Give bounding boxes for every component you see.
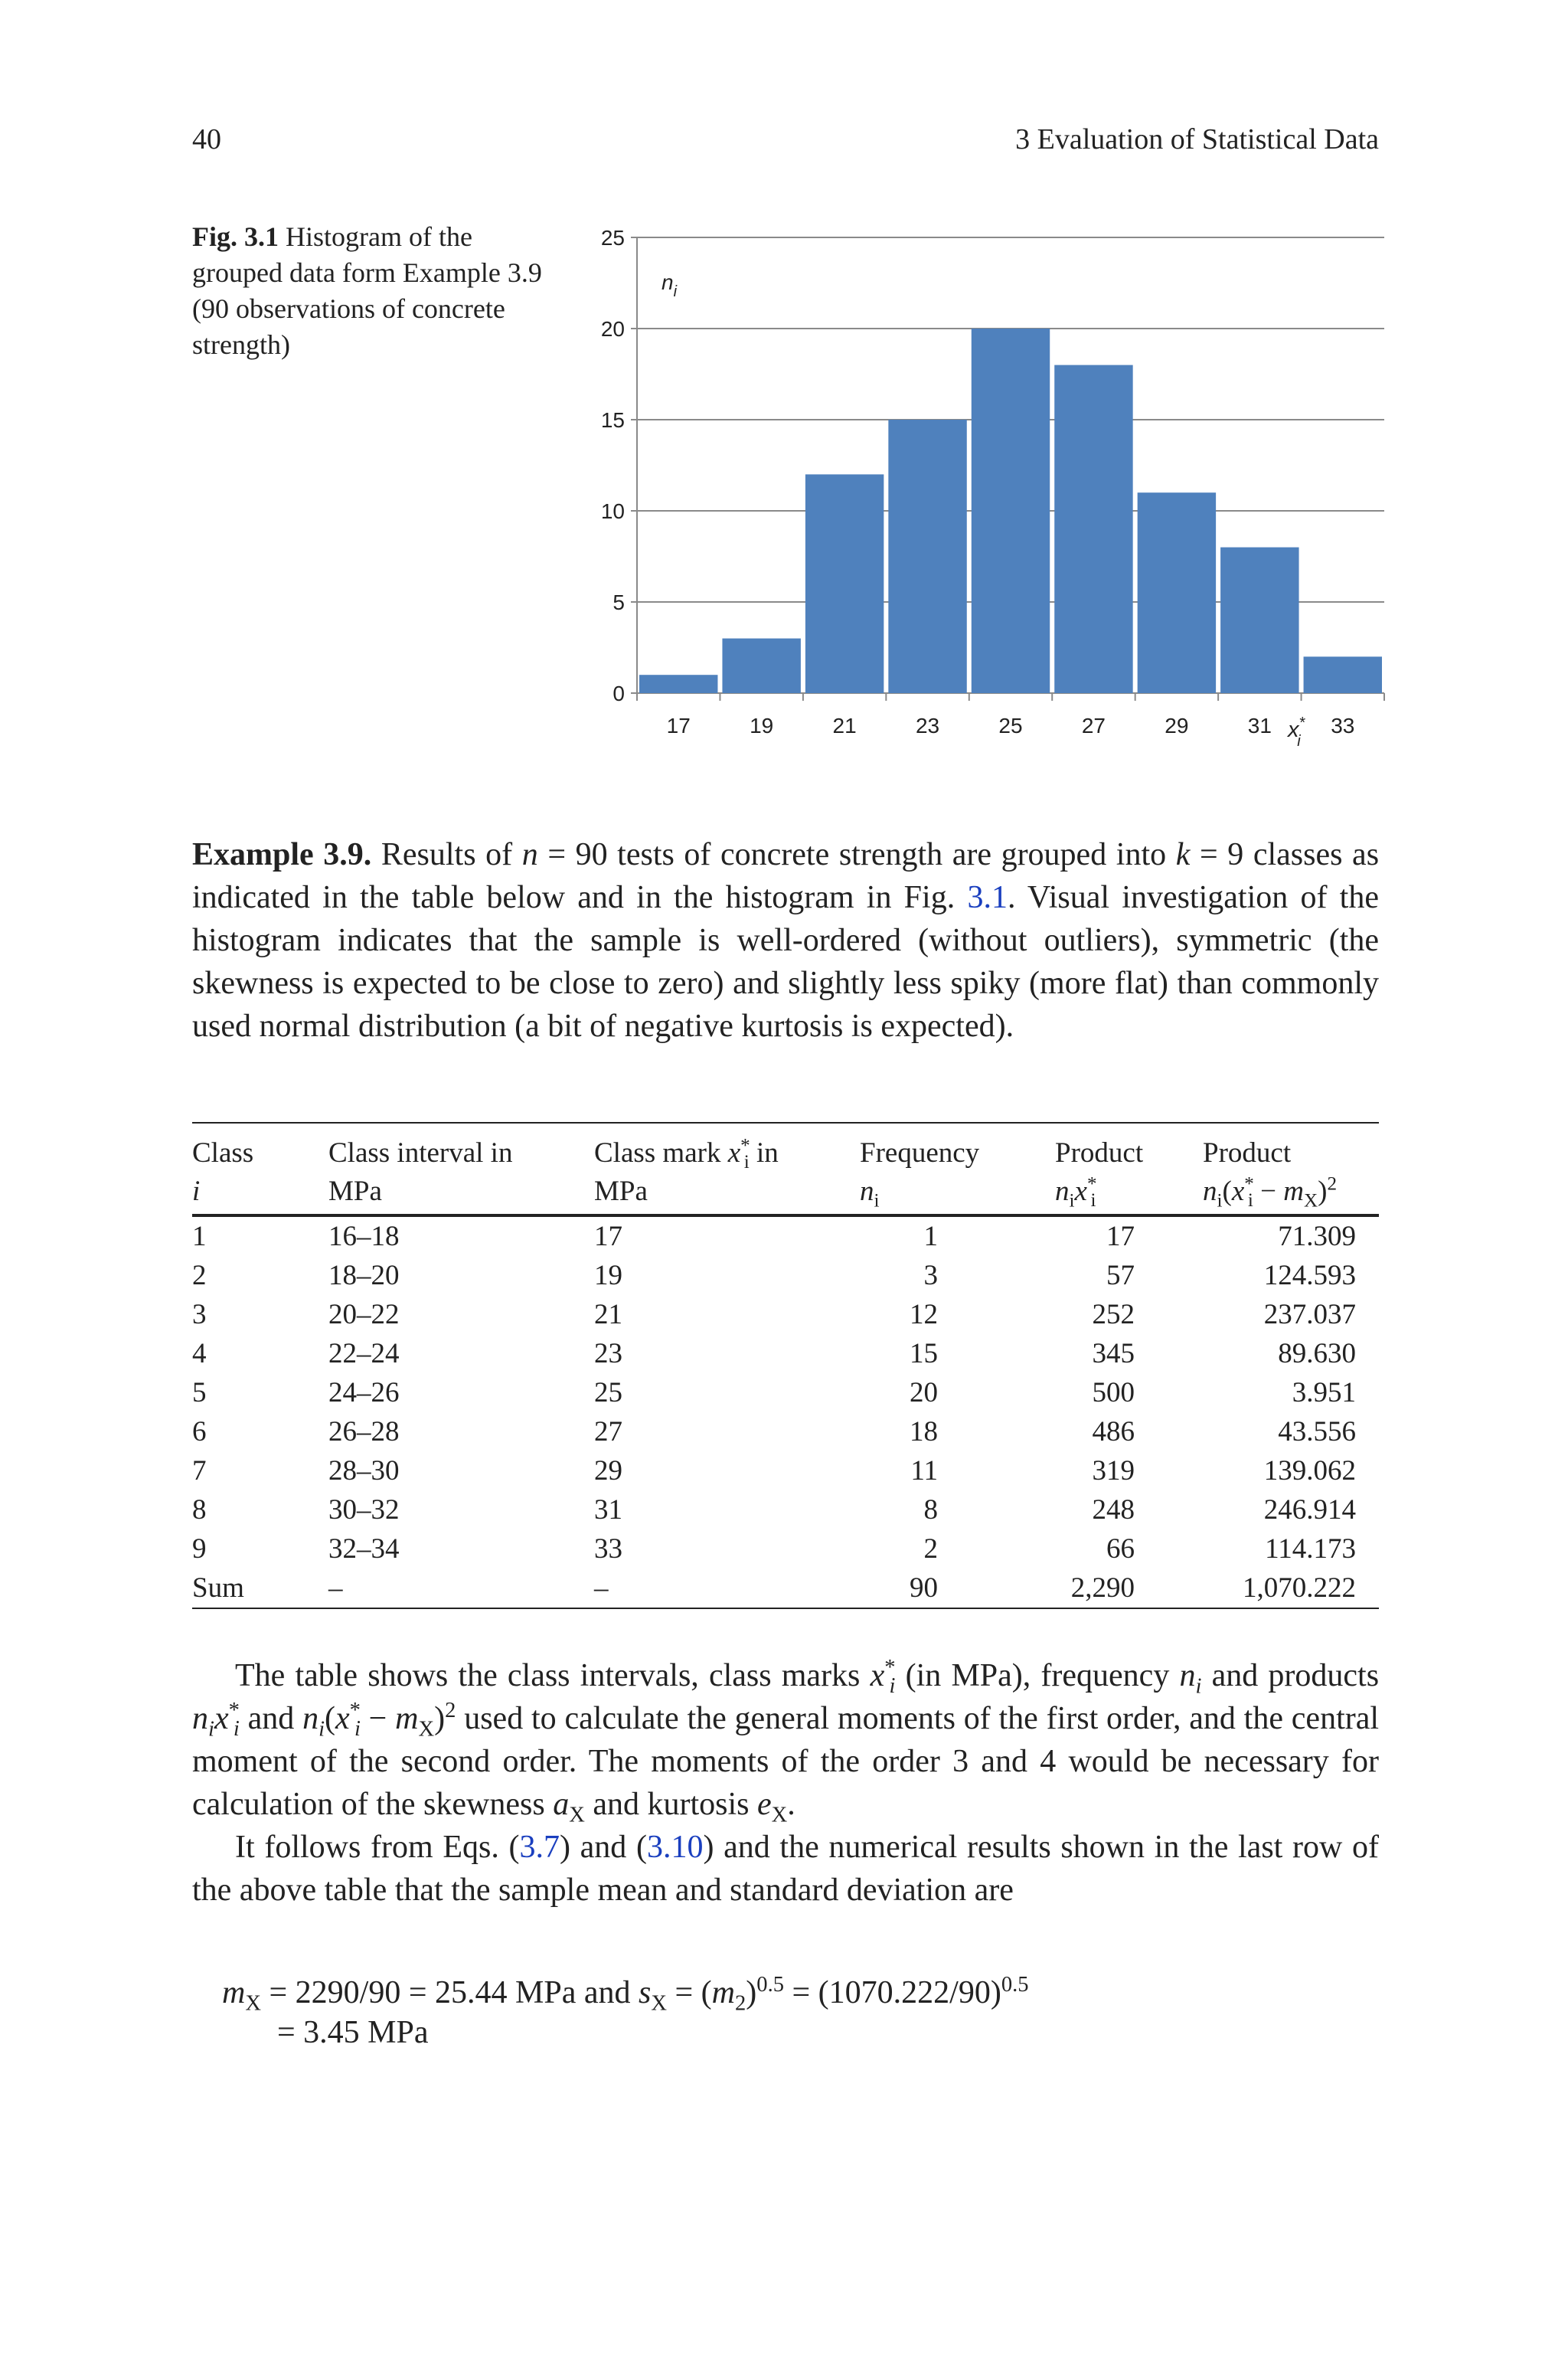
y-tick-label: 25 [600, 226, 625, 250]
histogram-bar [1138, 492, 1216, 693]
header-product-squared: Product $n_i(x^*_i - m_X)^2$ [1203, 1137, 1338, 1212]
y-axis-label: $n_i$ [662, 270, 678, 300]
cell-product-squared: 237.037 [1263, 1299, 1356, 1330]
cell-frequency: 2 [923, 1533, 938, 1565]
table-row [192, 1490, 1379, 1529]
histogram-bar [972, 329, 1050, 693]
header-class-mark: Class mark $x^*_i$ in MPa [594, 1135, 779, 1207]
cell-product-nx: 486 [1092, 1416, 1135, 1447]
cell-class: 5 [192, 1377, 207, 1408]
x-tick-label: 29 [1165, 714, 1189, 738]
cell-frequency: 90 [910, 1572, 938, 1604]
cell-mark: 31 [594, 1494, 622, 1526]
cell-mark: 23 [594, 1338, 622, 1369]
x-tick-label: 25 [998, 714, 1023, 738]
x-tick-label: 27 [1081, 714, 1106, 738]
header-frequency: Frequency $n_i$ [860, 1137, 980, 1212]
running-head: 3 Evaluation of Statistical Data [1015, 123, 1379, 155]
y-tick-label: 0 [612, 682, 625, 705]
cell-product-squared: 3.951 [1292, 1377, 1356, 1408]
cell-product-squared: 1,070.222 [1243, 1572, 1356, 1604]
cell-product-nx: 500 [1092, 1377, 1135, 1408]
header-class: Class i [192, 1137, 254, 1207]
histogram-bar [1220, 548, 1298, 693]
table-row [192, 1217, 1379, 1256]
cell-class: 6 [192, 1416, 207, 1447]
table-header-row [192, 1134, 1379, 1211]
y-tick-label: 5 [612, 590, 625, 614]
cell-interval: 20–22 [328, 1299, 400, 1330]
cell-product-nx: 319 [1092, 1455, 1135, 1487]
figure-link[interactable]: 3.1 [967, 880, 1008, 915]
cell-interval: 28–30 [328, 1455, 400, 1487]
cell-frequency: 18 [910, 1416, 938, 1447]
histogram-bar [1054, 365, 1132, 693]
cell-class: 4 [192, 1338, 207, 1369]
cell-frequency: 3 [923, 1260, 938, 1291]
cell-product-squared: 246.914 [1263, 1494, 1356, 1526]
paragraph-equations-reference: It follows from Eqs. (3.7) and (3.10) and the numerical results shown in the last row of the above table that the sample mean and standard deviation are [192, 1830, 1379, 1908]
x-axis-label: x* i [1288, 715, 1305, 750]
cell-product-nx: 2,290 [1070, 1572, 1135, 1604]
cell-pad [1356, 1451, 1379, 1490]
histogram-chart [567, 222, 1393, 766]
eq-link-3-10[interactable]: 3.10 [646, 1830, 704, 1865]
cell-mark: 33 [594, 1533, 622, 1565]
cell-interval: 16–18 [328, 1221, 400, 1252]
cell-product-nx: 57 [1106, 1260, 1135, 1291]
x-tick-label: 19 [750, 714, 774, 738]
cell-frequency: 15 [910, 1338, 938, 1369]
cell-class: 9 [192, 1533, 207, 1565]
cell-interval: 30–32 [328, 1494, 400, 1526]
cell-mark: 27 [594, 1416, 622, 1447]
cell-class: 1 [192, 1221, 207, 1252]
body-text [192, 1654, 1379, 1912]
cell-interval: 22–24 [328, 1338, 400, 1369]
cell-mark: 25 [594, 1377, 622, 1408]
table-row [192, 1529, 1379, 1568]
x-tick-label: 23 [915, 714, 940, 738]
x-tick-label: 21 [832, 714, 857, 738]
cell-class: 2 [192, 1260, 207, 1291]
cell-interval: – [328, 1572, 343, 1604]
histogram-bar [639, 675, 717, 693]
table-row [192, 1451, 1379, 1490]
example-paragraph: Example 3.9. Results of n = 90 tests of concrete strength are grouped into k = 9 classes as indicated in the table below and in the histogram in Fig. 3.1. Visual investigation of the histogram indicates that the sample is well-ordered (without outliers), symmetric (the skewness is expected to be close to zero) and slightly less spiky (more flat) than commonly used normal distribution (a bit of negative kurtosis is expected). [192, 837, 1380, 1044]
paragraph-table-description: The table shows the class intervals, class marks $x^*_i$ (in MPa), frequency $n_i$ and products $n_ix^*_i$ and $n_i(x^*_i - m_X)^2$ used to calculate the general moments of the first order, and the central moment of the second order. The moments of the order 3 and 4 would be necessary for calculation of the skewness $a_X$ and kurtosis $e_X$. [192, 1656, 1380, 1827]
header-class-interval: Class interval in MPa [328, 1137, 513, 1207]
cell-frequency: 20 [910, 1377, 938, 1408]
cell-product-squared: 139.062 [1263, 1455, 1356, 1487]
cell-pad [1356, 1334, 1379, 1373]
y-tick-label: 10 [600, 499, 625, 523]
figure-caption [192, 219, 560, 363]
x-tick-label: 33 [1331, 714, 1355, 738]
cell-product-squared: 89.630 [1278, 1338, 1356, 1369]
cell-class: 3 [192, 1299, 207, 1330]
cell-frequency: 8 [923, 1494, 938, 1526]
cell-product-nx: 17 [1106, 1221, 1135, 1252]
table-row [192, 1256, 1379, 1295]
cell-pad [1356, 1568, 1379, 1608]
cell-pad [1356, 1373, 1379, 1412]
cell-frequency: 12 [910, 1299, 938, 1330]
cell-product-squared: 124.593 [1263, 1260, 1356, 1291]
cell-interval: 24–26 [328, 1377, 400, 1408]
figure-caption-text: Histogram of the grouped data form Example 3.9 (90 observations of concrete strength) [192, 221, 542, 360]
cell-frequency: 11 [910, 1455, 938, 1487]
cell-product-nx: 252 [1092, 1299, 1135, 1330]
cell-pad [1356, 1295, 1379, 1334]
cell-interval: 26–28 [328, 1416, 400, 1447]
data-table [192, 1122, 1379, 1609]
header-product-nx: Product $n_ix^*_i$ [1055, 1137, 1144, 1212]
cell-mark: 21 [594, 1299, 622, 1330]
cell-mark: 17 [594, 1221, 622, 1252]
y-tick-label: 15 [600, 408, 625, 432]
table-row [192, 1295, 1379, 1334]
table-row [192, 1334, 1379, 1373]
equation-mean-std: $m_X = 2290/90 = 25.44$ MPa and $s_X = (m_2)^{0.5} = (1070.222/90)^{0.5}$ [222, 1973, 1029, 2016]
eq-link-3-7[interactable]: 3.7 [519, 1830, 560, 1865]
cell-product-squared: 71.309 [1278, 1221, 1356, 1252]
table-row [192, 1412, 1379, 1451]
cell-pad [1356, 1256, 1379, 1295]
x-tick-label: 17 [666, 714, 691, 738]
cell-mark: – [594, 1572, 609, 1604]
cell-pad [1356, 1217, 1379, 1256]
y-tick-label: 20 [600, 317, 625, 341]
histogram-bar [722, 639, 800, 693]
page-number: 40 [192, 123, 221, 155]
cell-product-squared: 114.173 [1265, 1533, 1356, 1565]
histogram-bar [888, 420, 966, 693]
cell-pad [1356, 1412, 1379, 1451]
cell-interval: 32–34 [328, 1533, 400, 1565]
table-sum-row [192, 1568, 1379, 1608]
cell-mark: 19 [594, 1260, 622, 1291]
table-row [192, 1373, 1379, 1412]
cell-pad [1356, 1490, 1379, 1529]
figure-label: Fig. 3.1 [192, 221, 279, 252]
cell-product-nx: 248 [1092, 1494, 1135, 1526]
cell-interval: 18–20 [328, 1260, 400, 1291]
cell-product-nx: 66 [1106, 1533, 1135, 1565]
cell-frequency: 1 [923, 1221, 938, 1252]
cell-class: 8 [192, 1494, 207, 1526]
histogram-bar [805, 474, 884, 693]
cell-mark: 29 [594, 1455, 622, 1487]
cell-product-squared: 43.556 [1278, 1416, 1356, 1447]
cell-pad [1356, 1529, 1379, 1568]
cell-product-nx: 345 [1092, 1338, 1135, 1369]
cell-class: Sum [192, 1572, 244, 1604]
cell-class: 7 [192, 1455, 207, 1487]
histogram-bar [1304, 656, 1382, 693]
equation-result: = 3.45 MPa [277, 2015, 429, 2050]
x-tick-label: 31 [1247, 714, 1272, 738]
example-label: Example 3.9. [192, 837, 372, 872]
